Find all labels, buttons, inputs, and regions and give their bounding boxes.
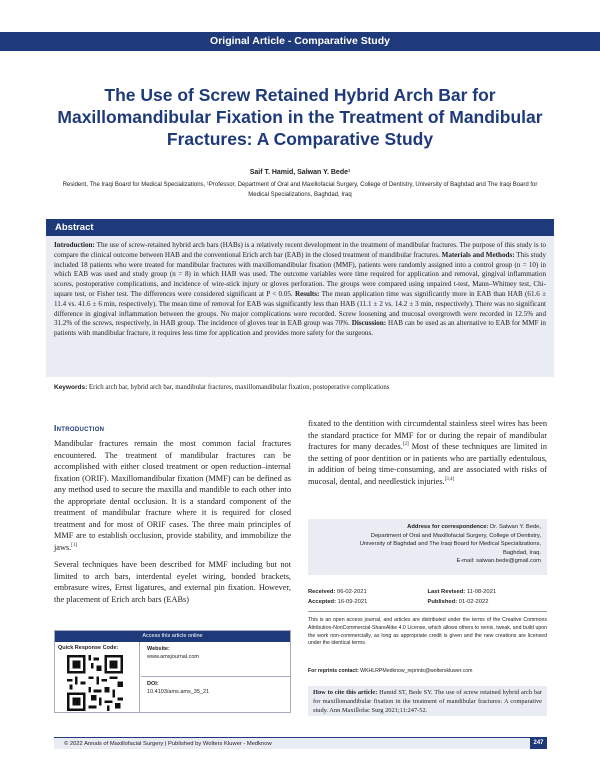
intro-paragraph-3	[308, 418, 547, 487]
keywords-label: Keywords:	[54, 384, 88, 391]
affiliation: Resident, The Iraqi Board for Medical Specializations, ¹Professor, Department of Oral and Maxillofacial Surgery, College of Dentistry, University of Baghdad and The Iraqi Board for Medical Specializations, Baghdad, Iraq	[62, 182, 538, 198]
correspondence-name: Dr. Salwan Y. Bede,	[488, 524, 541, 530]
article-dates	[308, 587, 547, 607]
abstract-body	[46, 236, 554, 377]
access-online-box	[54, 630, 291, 713]
citation-ref[interactable]: [2]	[402, 442, 409, 448]
correspondence-line-3: Baghdad, Iraq.	[502, 549, 541, 556]
abstract-heading: Abstract	[46, 219, 554, 236]
received-label: Received:	[308, 589, 336, 595]
correspondence-label: Address for correspondence:	[407, 524, 489, 530]
correspondence-line-2: University of Baghdad and The Iraqi Board for Medical Specializations,	[359, 541, 541, 547]
abstract-methods-label: Materials and Methods:	[439, 250, 515, 259]
abstract-results-label: Results:	[292, 289, 320, 298]
intro-paragraph-2: Several techniques have been described for MMF including but not limited to arch bars, interdental eyelet wiring, bonded brackets, embrasure wires, Ernst ligatures, and external pin fixation. However, the placement of Erich arch bars (EABs)	[54, 560, 291, 604]
abstract-intro-text: The use of screw-retained hybrid arch bars (HABs) is a relatively recent development in the treatment of mandibular fractures. The purpose of this study is to compare the clinical outcome between HAB and the conventional Erich arch bar (EAB) in the closed treatment of mandibular fractures.	[54, 241, 546, 259]
citation-label: How to cite this article:	[313, 689, 378, 696]
left-column	[54, 438, 291, 611]
website-label: Website:	[147, 646, 170, 652]
access-info	[141, 642, 290, 713]
doi-cell	[141, 677, 290, 712]
revised-label: Last Revised:	[427, 589, 466, 595]
reprints-email[interactable]: WKHLRPMedknow_reprints@wolterskluwer.com	[358, 668, 473, 674]
license-text: This is an open access journal, and articles are distributed under the terms of the Creative Commons Attribution-NonCommercial-ShareAlike 4.0 License, which allows others to remix, tweak, and build upon the work non-commercially, as long as appropriate credit is given and the new creations are licensed under the identical terms.	[308, 617, 547, 647]
qr-label: Quick Response Code:	[58, 645, 119, 651]
reprints-contact	[308, 668, 547, 674]
website-cell	[141, 642, 290, 677]
introduction-heading: Introduction	[54, 423, 105, 433]
citation-ref[interactable]: [1]	[71, 542, 78, 548]
article-type-banner: Original Article - Comparative Study	[0, 32, 600, 51]
author-list: Saif T. Hamid, Salwan Y. Bede¹	[249, 169, 351, 176]
abstract-intro-label: Introduction:	[54, 241, 95, 249]
page-number: 247	[530, 737, 547, 749]
correspondence-box	[308, 519, 547, 575]
doi-link[interactable]: 10.4103/ams.ams_35_21	[147, 689, 210, 695]
article-title: The Use of Screw Retained Hybrid Arch Bar for Maxillomandibular Fixation in the Treatment of Mandibular Fractures: A Comparative Study	[57, 85, 543, 149]
intro-p3b-text: Most of these techniques are limited in the setting of poor dentition or in patients who are partially edentulous, in addition of being time-consuming, and are associated with risks of mucosal, dental, and needlestick injuries.	[308, 442, 547, 486]
keywords-text: Erich arch bar, hybrid arch bar, mandibular fractures, maxillomandibular fixation, postoperative complications	[87, 384, 390, 391]
citation-ref[interactable]: [3,4]	[444, 476, 455, 482]
revised-date: 11-08-2021	[466, 589, 497, 595]
qr-code-icon[interactable]	[67, 655, 123, 711]
intro-paragraph-1	[54, 438, 291, 553]
accepted-label: Accepted:	[308, 599, 337, 605]
website-link[interactable]: www.amsjournal.com	[147, 654, 199, 660]
footer: © 2022 Annals of Maxillofacial Surgery | Published by Wolters Kluwer - Medknow	[54, 737, 546, 749]
qr-cell	[55, 642, 140, 713]
intro-p1-text: Mandibular fractures remain the most common facial fractures encountered. The treatment of mandibular fractures can be accomplished with either closed treatment or open reduction–internal fixation (ORIF). Maxillomandibular fixation (MMF) can be defined as any method used to secure the maxilla and mandible to each other into the appropriate dental occlusion. It is a standard component of the treatment of mandibular fracture where it is required for closed treatment and for most of ORIF cases. The three main principles of MMF are to establish occlusion, provide stability, and immobilize the jaws.	[54, 439, 291, 552]
abstract-discussion-label: Discussion:	[349, 319, 387, 328]
accepted-date: 16-09-2021	[337, 599, 368, 605]
reprints-label: For reprints contact:	[308, 668, 359, 674]
received-date: 06-02-2021	[337, 589, 367, 595]
published-label: Published:	[427, 599, 458, 605]
published-date: 01-02-2022	[458, 599, 489, 605]
doi-label: DOI:	[147, 681, 159, 687]
correspondence-line-1: Department of Oral and Maxillofacial Surgery, College of Dentistry,	[370, 532, 541, 539]
abstract-methods-text: This study included 18 patients who were treated for mandibular fractures with maxillomandibular fixation (MMF), patients were randomly assigned into a control group (n = 10) in which EAB was used and study group (n = 8) in which HAB was used. The outcome variables were time required for application and removal, gingival inflammation scores, postoperative complications, and incidence of wire-stick injury or gloves perforation. The groups were compared using unpaired t-test, Mann–Whitney test, Chi-square test, or Fisher test. The differences were considered significant at P < 0.05.	[54, 250, 546, 298]
abstract-results-text: The mean application time was significantly more in EAB than HAB (61.6 ± 11.4 vs. 41.6 ± 6 min, respectively). The mean time of removal for EAB was significantly less than HAB (11.1 ± 2 vs. 14.2 ± 3 min, respectively). There was no significant difference in gingival inflammation between the groups. No major complications were recorded. Screw loosening and mucosal overgrowth were recorded in 12.5% and 31.2% of the screws, respectively, in HAB group. The incidence of gloves tear in EAB group was 70%.	[54, 289, 547, 328]
divider	[308, 611, 547, 612]
citation-text: Hamid ST, Bede SY. The use of screw retained hybrid arch bar for maxillomandibular fixation in the treatment of mandibular fractures: A comparative study. Ann Maxillofac Surg 2021;11:247-52.	[313, 689, 542, 714]
right-column	[308, 418, 547, 493]
access-heading: Access this article online	[55, 631, 290, 642]
abstract-discussion-text: HAB can be used as an alternative to EAB for MMF in patients with mandibular fracture, it requires less time for application and provides more safety for the surgeons.	[54, 319, 546, 338]
correspondence-email[interactable]: E-mail: salwan.bede@gmail.com	[456, 558, 541, 564]
keywords	[54, 383, 554, 392]
citation-box	[308, 686, 547, 716]
intro-p3-text: fixated to the dentition with circumdental stainless steel wires has been the standard practice for MMF for or during the repair of mandibular fractures for many decades.	[308, 419, 547, 451]
